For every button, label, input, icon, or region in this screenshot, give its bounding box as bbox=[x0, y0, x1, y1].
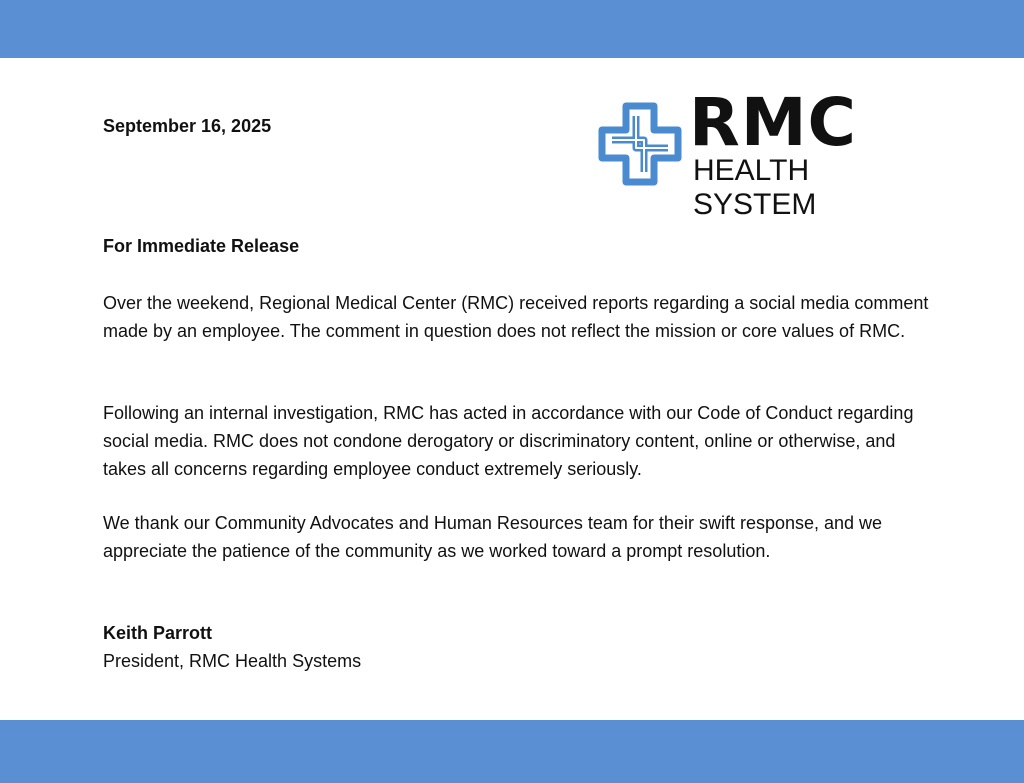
logo-subline: HEALTH SYSTEM bbox=[693, 154, 817, 221]
release-date: September 16, 2025 bbox=[103, 116, 272, 136]
rmc-logo bbox=[596, 84, 914, 221]
medical-cross-icon bbox=[596, 100, 684, 188]
bottom-color-band bbox=[0, 720, 1024, 783]
body-paragraph: We thank our Community Advocates and Human Resources team for their swift response, and we appreciate the patience of the community as we worked toward a prompt resolution. bbox=[103, 513, 883, 561]
signature-name: Keith Parrott bbox=[103, 623, 213, 643]
logo-wordmark: RMC bbox=[689, 84, 857, 161]
body-paragraph: Following an internal investigation, RMC has acted in accordance with our Code of Conduct regarding social media. RMC does not condone derogatory or discriminatory content, online or otherwise, and takes all concerns regarding employee conduct extremely seriously. bbox=[103, 403, 914, 479]
signature-title: President, RMC Health Systems bbox=[103, 651, 362, 671]
top-color-band bbox=[0, 0, 1024, 58]
body-paragraph: Over the weekend, Regional Medical Center (RMC) received reports regarding a social media comment made by an employee. The comment in question does not reflect the mission or core values of RMC. bbox=[103, 293, 929, 341]
release-heading: For Immediate Release bbox=[103, 236, 300, 256]
